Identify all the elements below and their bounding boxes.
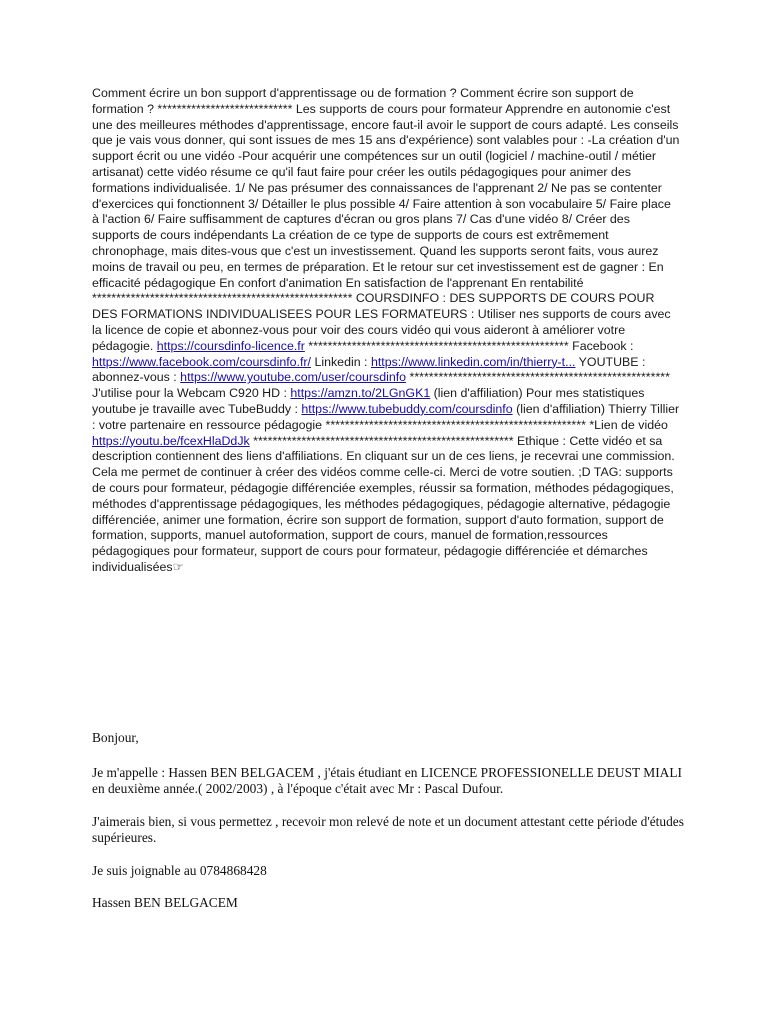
article-description [92,86,680,576]
description-text: Comment écrire un bon support d'apprentissage ou de formation ? Comment écrire son support de formation ? **************************** Les supports de cours pour formateur Apprendre en autonomie c'est une des meilleures méthodes d'apprentissage, encore faut-il avoir le support de cours adapté. Les conseils que je vais vous donner, qui sont issues de mes 15 ans d'expérience) sont valables pour : -La création d'un support écrit ou une vidéo -Pour acquérir une compétences sur un outil (logiciel / machine-outil / métier artisanat) cette vidéo résume ce qu'il faut faire pour créer les outils pédagogiques pour animer des formations individualisée. 1/ Ne pas présumer des connaissances de l'apprenant 2/ Ne pas se contenter d'exercices qui fonctionnent 3/ Détailler le plus possible 4/ Faire attention à son vocabulaire 5/ Faire place à l'action 6/ Faire suffisamment de captures d'écran ou gros plans 7/ Cas d'une vidéo 8/ Créer des supports de cours indépendants La création de ce type de supports de cours est extrêmement chronophage, mais dites-vous que c'est un investissement. Quand les supports seront faits, vous aurez moins de travail ou peu, en termes de préparation. Et le retour sur cet investissement est de gagner : En efficacité pédagogique En confort d'animation En satisfaction de l'apprenant En rentabilité ****************************************************** COURSDINFO : DES SUPPORTS DE COURS POUR DES FORMATIONS INDIVIDUALISEES POUR LES FORMATEURS : Utiliser nes supports de cours avec la licence de copie et abonnez-vous pour voir des cours vidéo qui vous aideront à améliorer votre pédagogie. [92,86,680,353]
facebook-link[interactable]: https://www.facebook.com/coursdinfo.fr/ [92,354,311,369]
letter-paragraph-request: J'aimerais bien, si vous permettez , recevoir mon relevé de note et un document attestant cette période d'études supérieures. [92,813,684,845]
description-text: (lien d'affiliation) Pour mes statistiques youtube je travaille avec TubeBuddy : [92,386,645,416]
letter-paragraph-contact: Je suis joignable au 0784868428 [92,862,267,878]
amazon-affiliate-link[interactable]: https://amzn.to/2LGnGK1 [290,386,431,401]
letter-greeting: Bonjour, [92,730,139,745]
description-text: ****************************************************** Facebook : [304,338,634,353]
video-link[interactable]: https://youtu.be/fcexHlaDdJk [92,433,250,448]
tubebuddy-link[interactable]: https://www.tubebuddy.com/coursdinfo [301,401,513,416]
letter-signature: Hassen BEN BELGACEM [92,895,238,910]
letter-paragraph-intro: Je m'appelle : Hassen BEN BELGACEM , j'étais étudiant en LICENCE PROFESSIONELLE DEUST MIALI en deuxième année.( 2002/2003) , à l'époque c'était avec Mr : Pascal Dufour. [92,764,682,796]
linkedin-link[interactable]: https://www.linkedin.com/in/thierry-t... [370,354,576,369]
letter [92,730,692,928]
youtube-link[interactable]: https://www.youtube.com/user/coursdinfo [180,370,407,385]
description-text: (lien d'affiliation) Thierry Tillier : votre partenaire en ressource pédagogie ****************************************************** *Lien de vidéo [92,401,680,432]
coursdinfo-licence-link[interactable]: https://coursdinfo-licence.fr [156,338,305,353]
description-text: Linkedin : [311,354,371,369]
description-text: ****************************************************** Ethique : Cette vidéo et sa description contiennent des liens d'affiliations. En cliquant sur un de ces liens, je recevrai une commission. Cela me permet de continuer à créer des vidéos comme celle-ci. Merci de votre soutien. ;D TAG: supports de cours pour formateur, pédagogie différenciée exemples, réussir sa formation, méthodes pédagogiques, méthodes d'apprentissage pédagogiques, les méthodes pédagogiques, pédagogie alternative, pédagogie différenciée, animer une formation, écrire son support de formation, support d'auto formation, support de formation, supports, manuel autoformation, support de cours, manuel de formation,ressources pédagogiques pour formateur, support de cours pour formateur, pédagogie différenciée et démarches individualisées☞ [92,433,675,574]
description-text: YOUTUBE : abonnez-vous : [92,354,646,385]
description-text: ****************************************************** J'utilise pour la Webcam C920 HD : [92,370,670,401]
